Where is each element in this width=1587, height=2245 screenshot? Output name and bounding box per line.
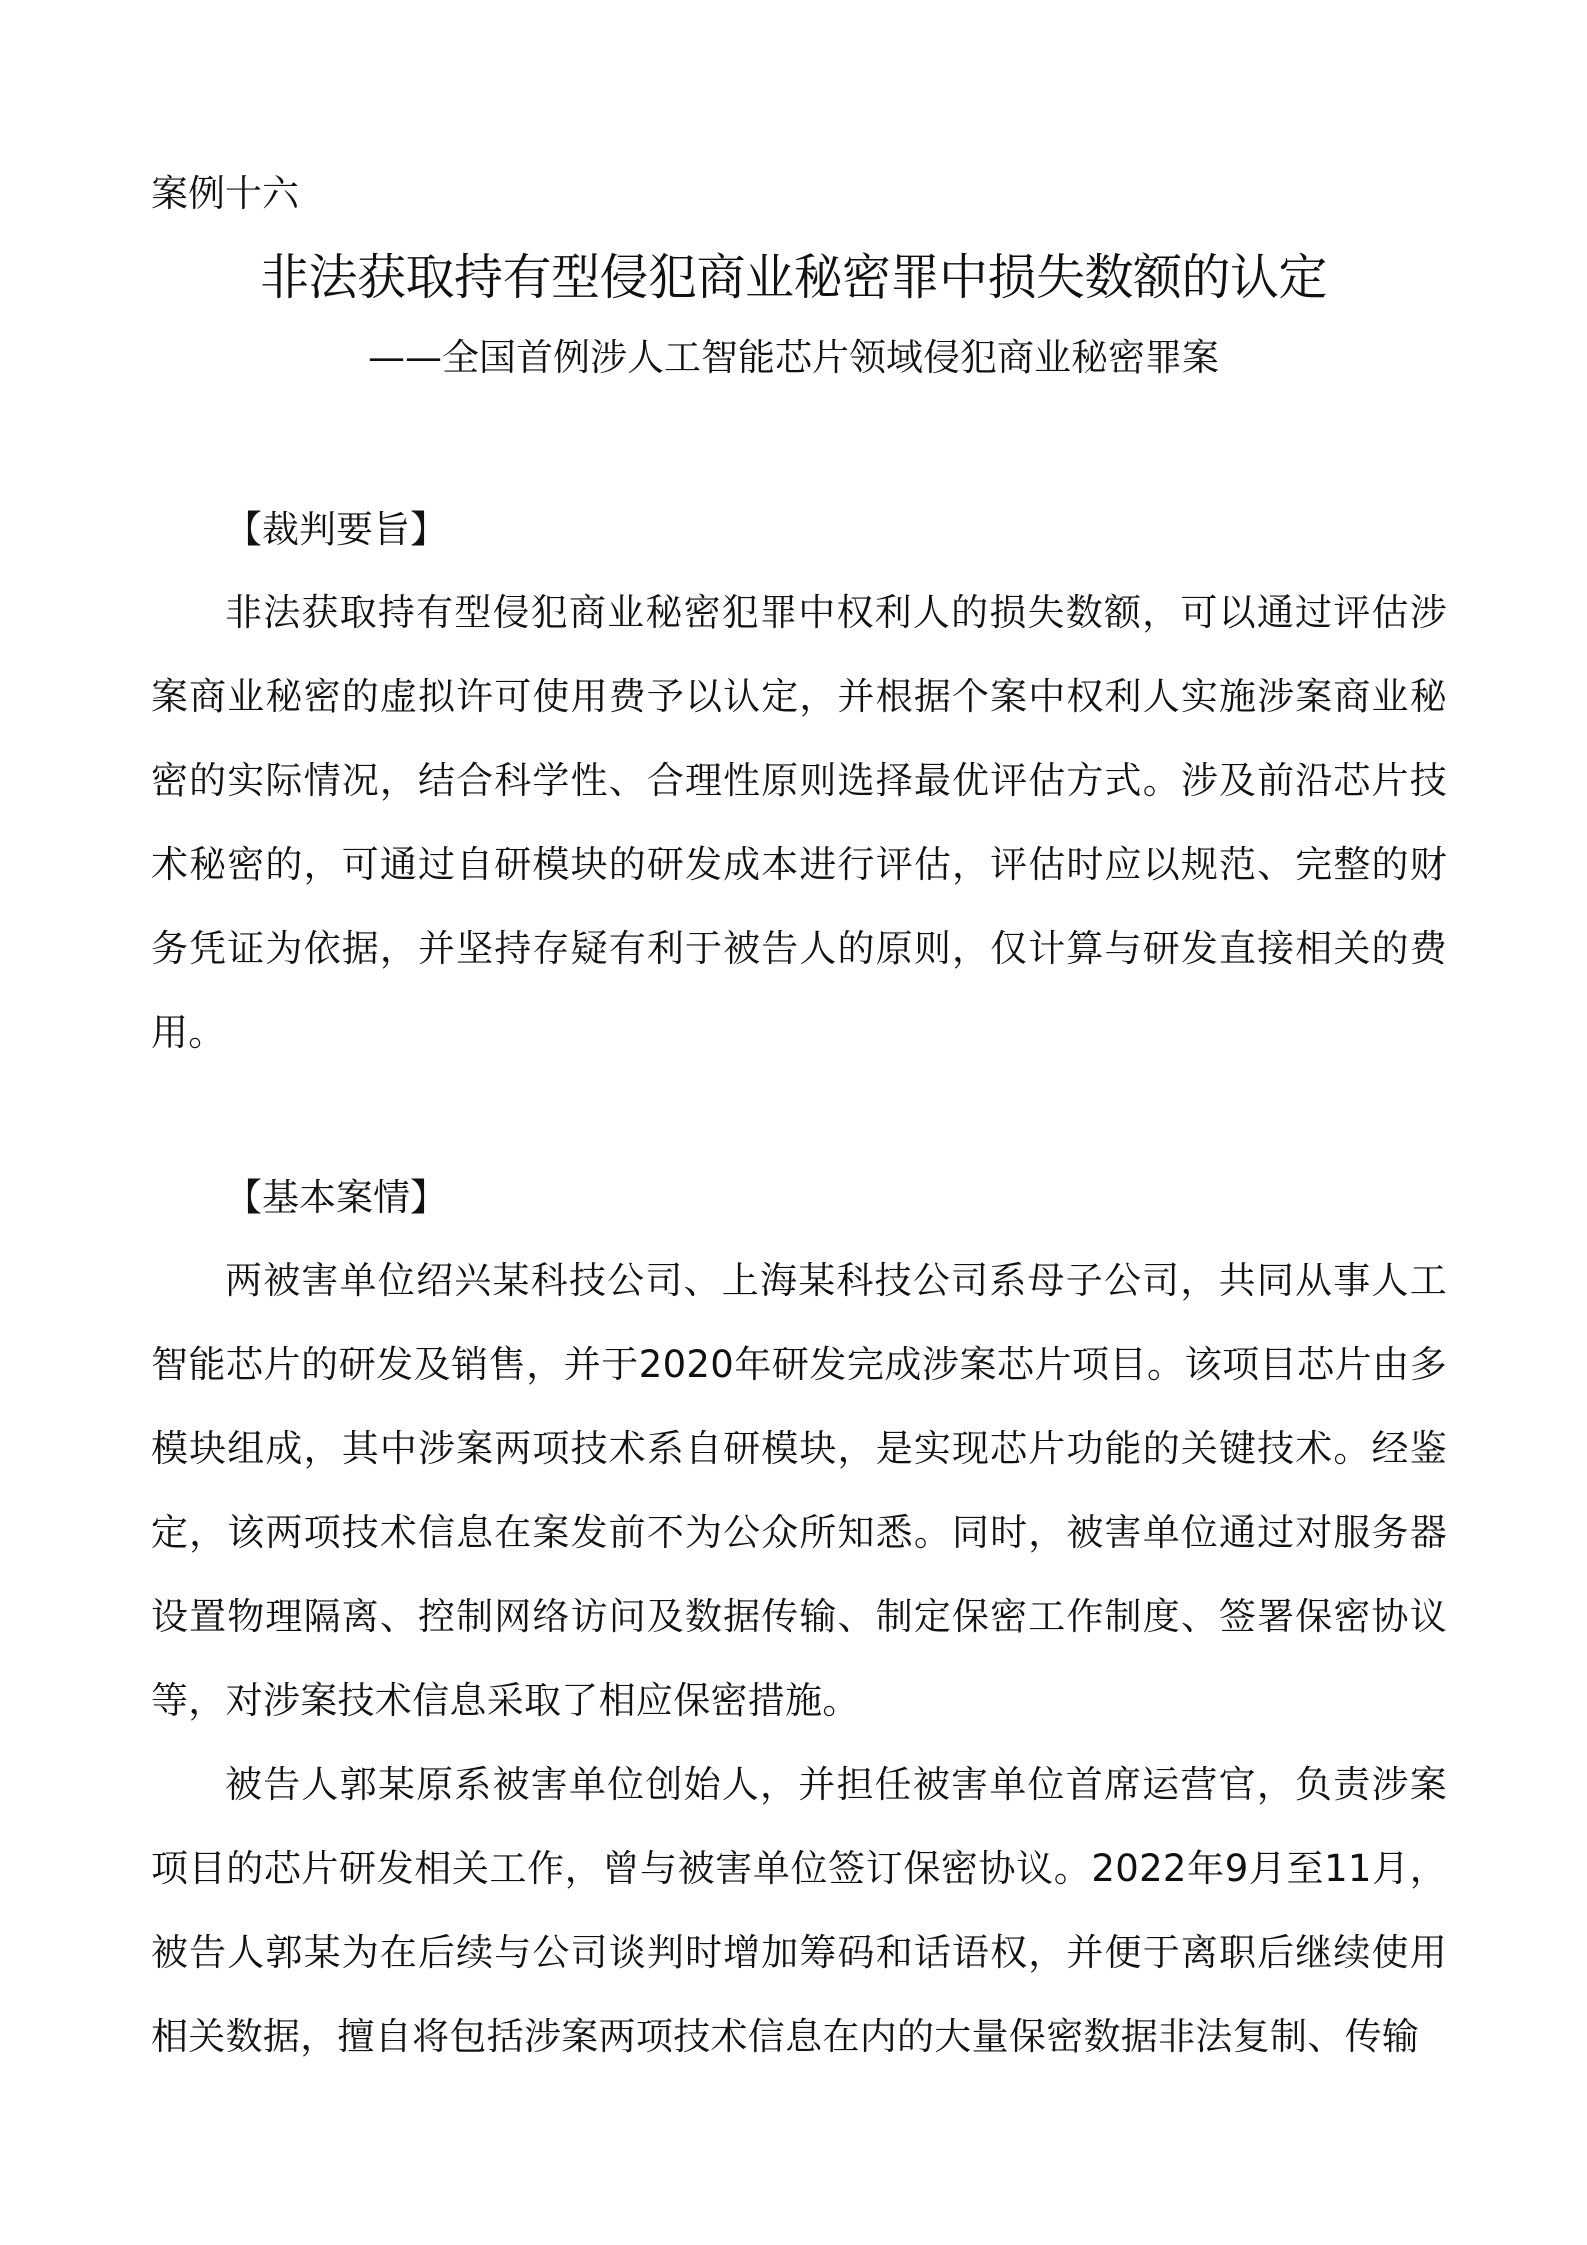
document-subtitle: ——全国首例涉人工智能芯片领域侵犯商业秘密罪案: [368, 336, 1219, 379]
paragraph: 被告人郭某原系被害单位创始人，并担任被害单位首席运营官，负责涉案项目的芯片研发相关工作，曾与被害单位签订保密协议。2022年9月至11月，被告人郭某为在后续与公司谈判时增加筹码和话语权，并便于离职后继续使用相关数据，擅自将包括涉案两项技术信息在内的大量保密数据非法复制、传输: [151, 1763, 1447, 2058]
case-label: 案例十六: [151, 172, 299, 215]
section-heading-basic-facts: 【基本案情】: [225, 1176, 447, 1219]
section-heading-judgment-summary: 【裁判要旨】: [225, 508, 447, 551]
paragraph: 两被害单位绍兴某科技公司、上海某科技公司系母子公司，共同从事人工智能芯片的研发及销售，并于2020年研发完成涉案芯片项目。该项目芯片由多模块组成，其中涉案两项技术系自研模块，是实现芯片功能的关键技术。经鉴定，该两项技术信息在案发前不为公众所知悉。同时，被害单位通过对服务器设置物理隔离、控制网络访问及数据传输、制定保密工作制度、签署保密协议等，对涉案技术信息采取了相应保密措施。: [151, 1259, 1447, 1722]
paragraph: 非法获取持有型侵犯商业秘密犯罪中权利人的损失数额，可以通过评估涉案商业秘密的虚拟许可使用费予以认定，并根据个案中权利人实施涉案商业秘密的实际情况，结合科学性、合理性原则选择最优评估方式。涉及前沿芯片技术秘密的，可通过自研模块的研发成本进行评估，评估时应以规范、完整的财务凭证为依据，并坚持存疑有利于被告人的原则，仅计算与研发直接相关的费用。: [151, 591, 1447, 1054]
document-title: 非法获取持有型侵犯商业秘密罪中损失数额的认定: [259, 249, 1327, 306]
